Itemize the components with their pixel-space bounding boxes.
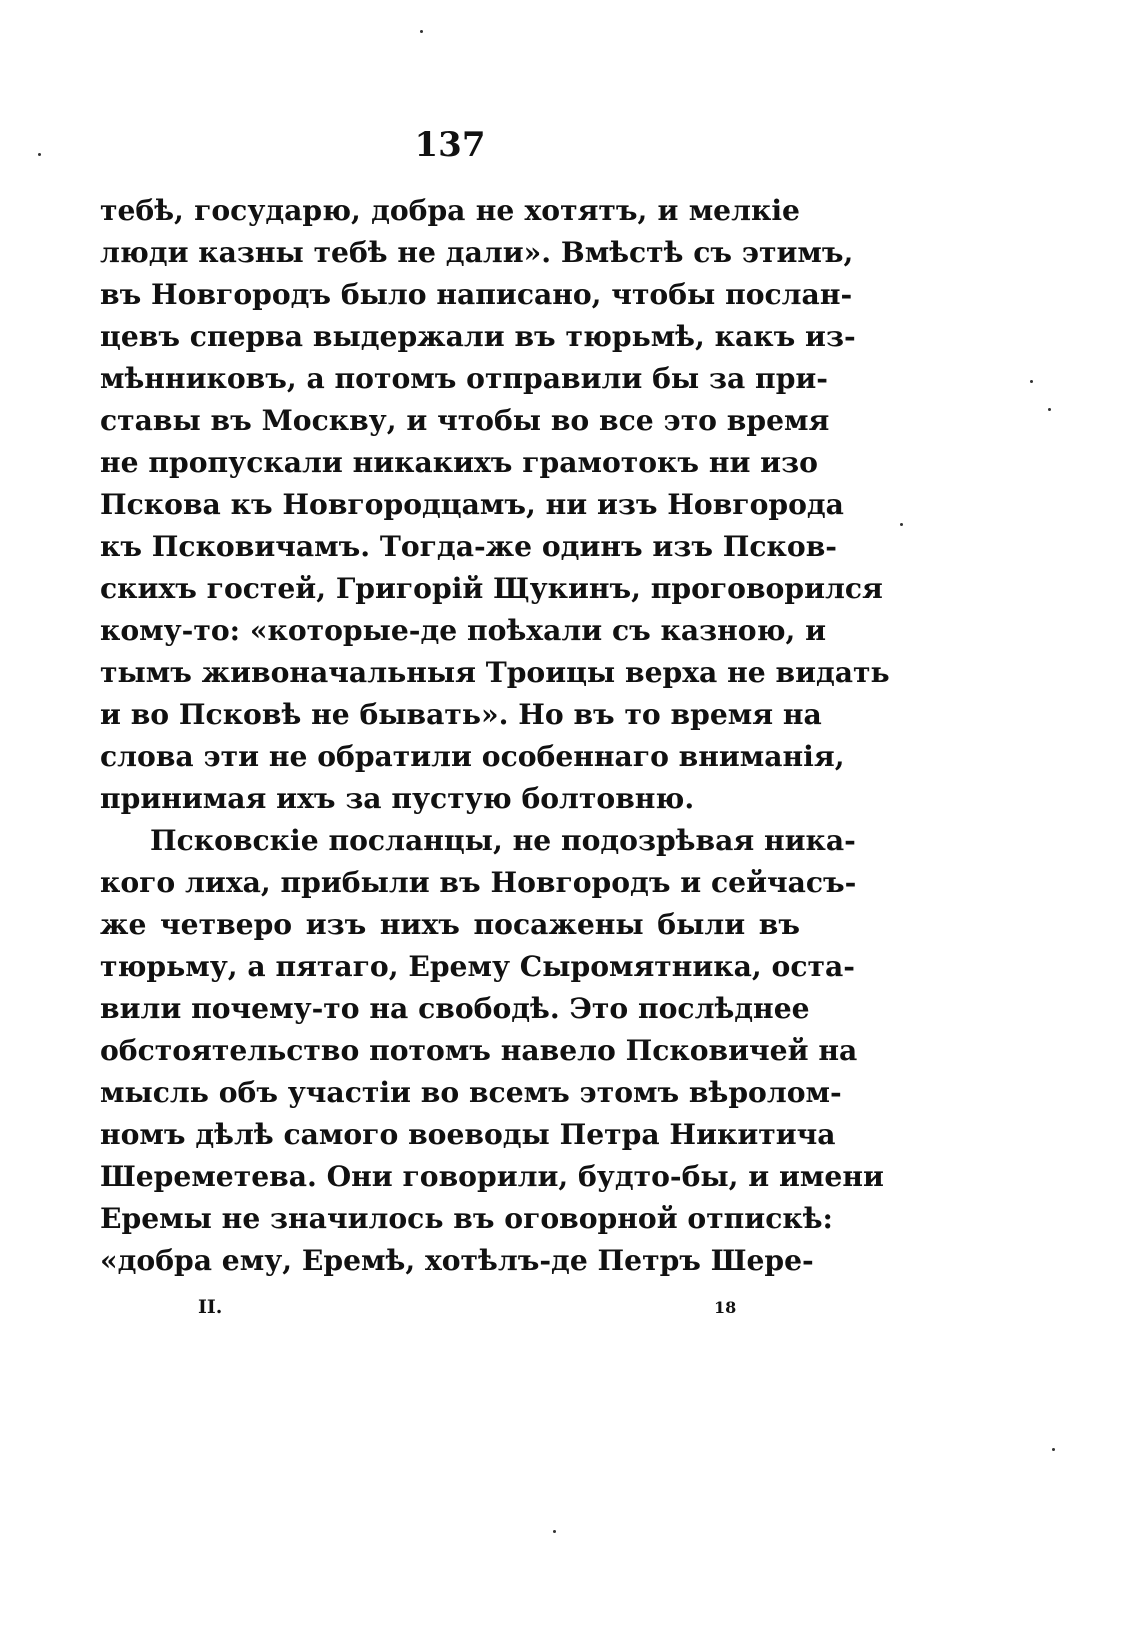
paragraph (100, 190, 890, 820)
sheet-number: 18 (714, 1298, 737, 1317)
scan-speck (1030, 380, 1033, 383)
text-line: въ Новгородъ было написано, чтобы послан- (100, 278, 853, 311)
scan-speck (420, 30, 423, 33)
text-line: кому-то: «которые-де поѣхали съ казною, и (100, 614, 827, 647)
text-line: мысль объ участіи во всемъ этомъ вѣролом- (100, 1076, 842, 1109)
text-line: кого лиха, прибыли въ Новгородъ и сейчасъ- (100, 866, 857, 899)
scan-speck (1048, 408, 1051, 411)
text-line: же четверо изъ нихъ посажены были въ (100, 908, 800, 941)
text-line: Еремы не значилось въ оговорной отпискѣ: (100, 1202, 833, 1235)
text-line: тюрьму, а пятаго, Ерему Сыромятника, оста- (100, 950, 855, 983)
text-line: люди казны тебѣ не дали». Вмѣстѣ съ этимъ, (100, 236, 854, 269)
text-line: принимая ихъ за пустую болтовню. (100, 782, 695, 815)
text-line: обстоятельство потомъ навело Псковичей на (100, 1034, 858, 1067)
text-line: не пропускали никакихъ грамотокъ ни изо (100, 446, 818, 479)
text-line: цевъ сперва выдержали въ тюрьмѣ, какъ из- (100, 320, 856, 353)
text-line: «добра ему, Еремѣ, хотѣлъ-де Петръ Шере- (100, 1244, 814, 1277)
body-text (100, 190, 890, 1282)
text-line: къ Псковичамъ. Тогда-же одинъ изъ Псков- (100, 530, 837, 563)
scan-speck (900, 523, 903, 526)
scan-speck (553, 1530, 556, 1533)
text-line: вили почему-то на свободѣ. Это послѣднее (100, 992, 810, 1025)
scan-speck (38, 153, 41, 156)
text-line: скихъ гостей, Григорій Щукинъ, проговорился (100, 572, 883, 605)
signature-mark: II. (198, 1296, 223, 1318)
text-line: слова эти не обратили особеннаго вниманія, (100, 740, 845, 773)
text-line: мѣнниковъ, а потомъ отправили бы за при- (100, 362, 829, 395)
paragraph (100, 820, 884, 1282)
page-number: 137 (414, 125, 486, 165)
text-line: и во Псковѣ не бывать». Но въ то время на (100, 698, 822, 731)
text-line: тебѣ, государю, добра не хотятъ, и мелкіе (100, 194, 800, 227)
text-line: Пскова къ Новгородцамъ, ни изъ Новгорода (100, 488, 844, 521)
text-line: Шереметева. Они говорили, будто-бы, и имени (100, 1160, 884, 1193)
scan-speck (1052, 1448, 1055, 1451)
text-line: Псковскіе посланцы, не подозрѣвая ника- (150, 824, 856, 857)
text-line: тымъ живоначальныя Троицы верха не видать (100, 656, 890, 689)
text-line: ставы въ Москву, и чтобы во все это время (100, 404, 830, 437)
text-line: номъ дѣлѣ самого воеводы Петра Никитича (100, 1118, 836, 1151)
